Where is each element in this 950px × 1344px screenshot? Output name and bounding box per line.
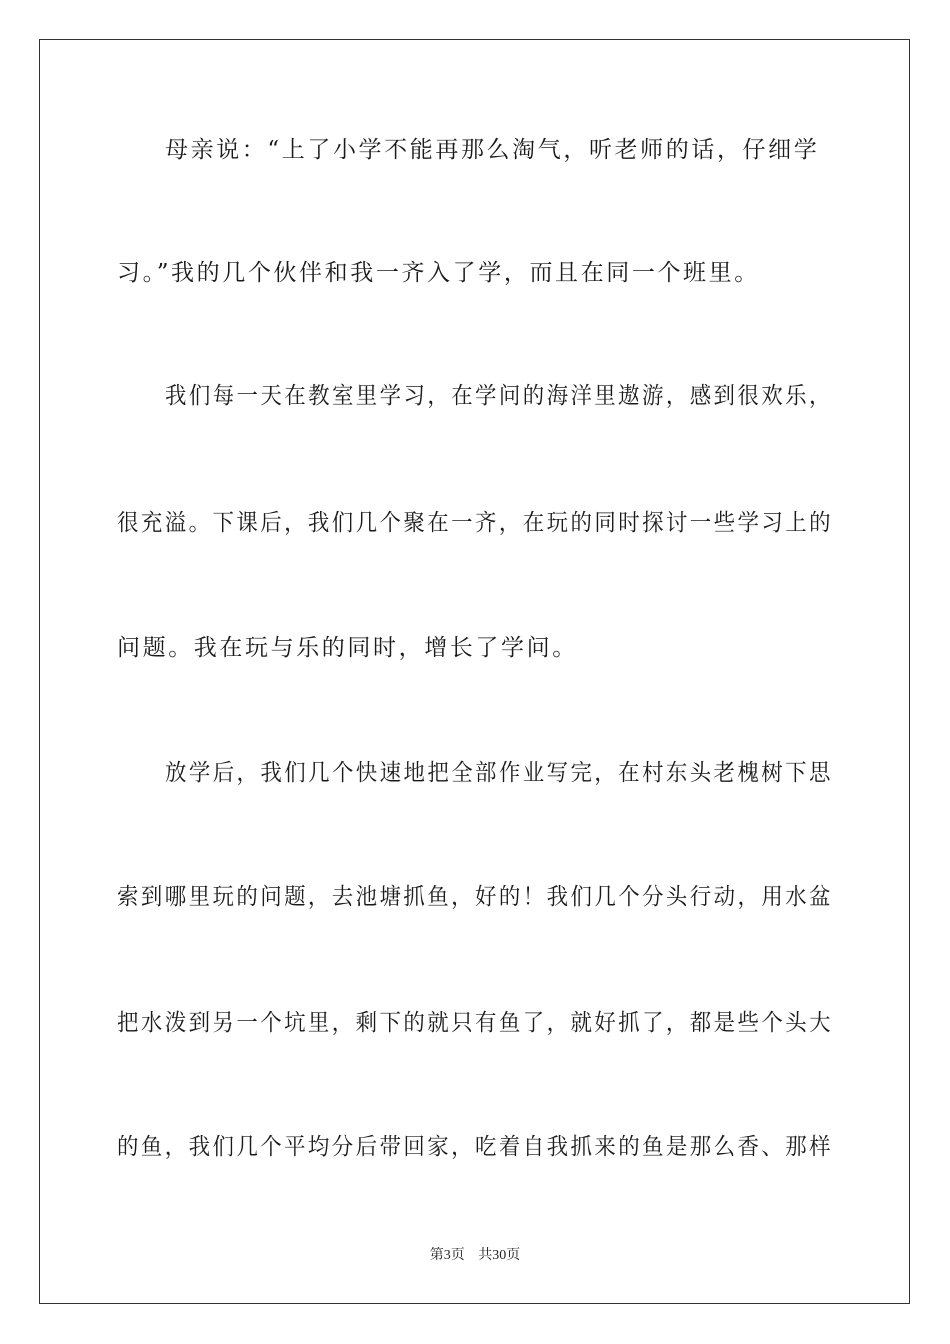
paragraph-line: 很充溢。下课后，我们几个聚在一齐，在玩的同时探讨一些学习上的: [117, 510, 833, 536]
paragraph-line: 我们每一天在教室里学习，在学问的海洋里遨游，感到很欢乐，: [165, 383, 833, 409]
paragraph-line: 放学后，我们几个快速地把全部作业写完，在村东头老槐树下思: [165, 760, 833, 786]
paragraph-line: 母亲说：“上了小学不能再那么淘气，听老师的话，仔细学: [165, 137, 820, 163]
page-border: [39, 39, 910, 1304]
paragraph-line: 把水泼到另一个坑里，剩下的就只有鱼了，就好抓了，都是些个头大: [117, 1010, 833, 1036]
page-number: 第3页: [429, 1248, 465, 1263]
paragraph-line: 索到哪里玩的问题，去池塘抓鱼，好的！我们几个分头行动，用水盆: [117, 884, 833, 910]
paragraph-line: 习。”我的几个伙伴和我一齐入了学，而且在同一个班里。: [117, 260, 760, 286]
paragraph-line: 的鱼，我们几个平均分后带回家，吃着自我抓来的鱼是那么香、那样: [117, 1134, 833, 1160]
page-total: 共30页: [478, 1248, 521, 1263]
paragraph-line: 问题。我在玩与乐的同时，增长了学问。: [117, 635, 578, 661]
page-footer: [0, 1246, 950, 1266]
